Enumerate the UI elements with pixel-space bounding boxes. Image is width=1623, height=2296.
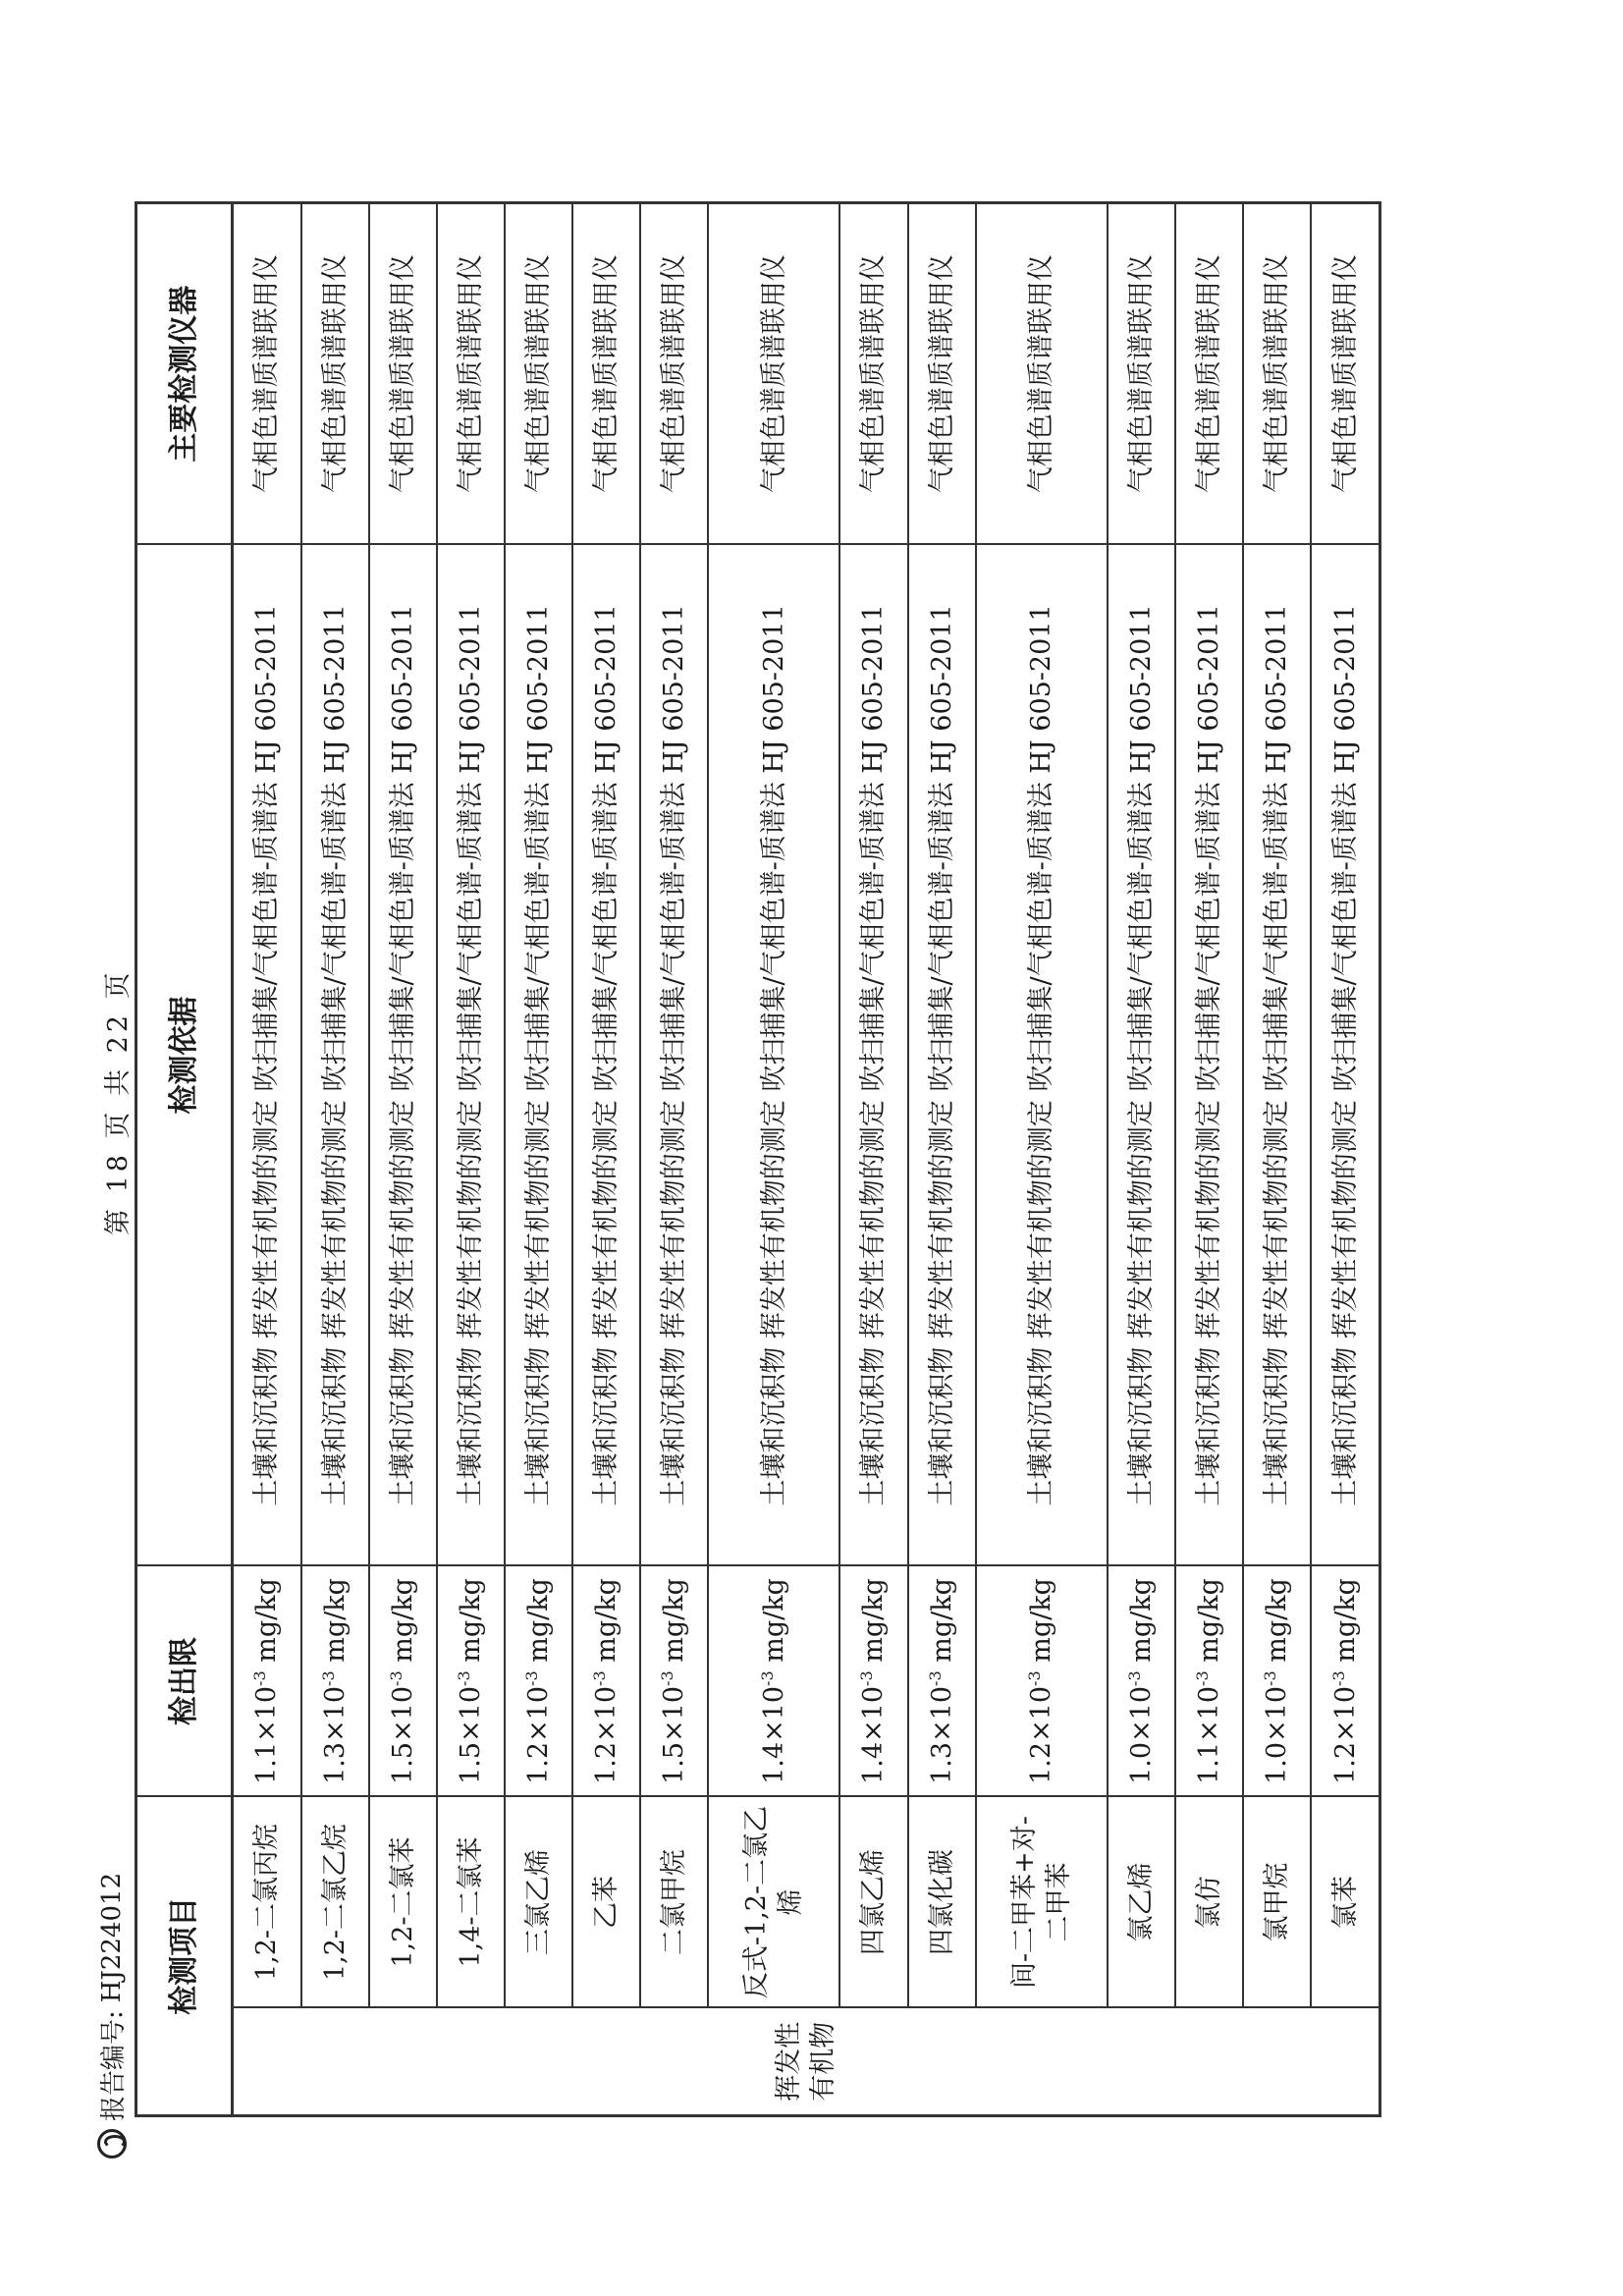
- limit-base: 1.3×10: [926, 1685, 957, 1784]
- header-basis: 检测依据: [136, 545, 233, 1566]
- limit-base: 1.3×10: [319, 1685, 351, 1784]
- limit-cell: [839, 1566, 907, 1797]
- limit-cell: [301, 1566, 369, 1797]
- item-cell: 1,4-二氯苯: [437, 1797, 505, 2008]
- limit-base: 1.5×10: [455, 1685, 486, 1784]
- limit-cell: [1108, 1566, 1175, 1797]
- limit-unit: mg/kg: [1262, 1578, 1293, 1671]
- limit-base: 1.2×10: [590, 1685, 622, 1784]
- basis-cell: 土壤和沉积物 挥发性有机物的测定 吹扫捕集/气相色谱-质谱法 HJ 605-2011: [908, 545, 976, 1566]
- limit-exponent: -3: [318, 1670, 338, 1686]
- limit-unit: mg/kg: [1026, 1578, 1057, 1671]
- table-row: [505, 203, 572, 2116]
- instrument-cell: 气相色谱质谱联用仪: [908, 203, 976, 545]
- limit-unit: mg/kg: [1329, 1578, 1361, 1671]
- instrument-cell: 气相色谱质谱联用仪: [1108, 203, 1175, 545]
- instrument-cell: 气相色谱质谱联用仪: [708, 203, 839, 545]
- limit-base: 1.0×10: [1126, 1685, 1158, 1784]
- limit-cell: [233, 1566, 301, 1797]
- limit-cell: [437, 1566, 505, 1797]
- table-row: [640, 203, 708, 2116]
- basis-cell: 土壤和沉积物 挥发性有机物的测定 吹扫捕集/气相色谱-质谱法 HJ 605-2011: [572, 545, 640, 1566]
- limit-unit: mg/kg: [387, 1578, 418, 1671]
- limit-base: 1.0×10: [1262, 1685, 1293, 1784]
- limit-unit: mg/kg: [926, 1578, 957, 1671]
- limit-unit: mg/kg: [590, 1578, 622, 1671]
- limit-exponent: -3: [1125, 1670, 1145, 1686]
- limit-exponent: -3: [521, 1670, 541, 1686]
- instrument-cell: 气相色谱质谱联用仪: [1311, 203, 1380, 545]
- instrument-cell: 气相色谱质谱联用仪: [233, 203, 301, 545]
- limit-exponent: -3: [657, 1670, 676, 1686]
- header-instrument: 主要检测仪器: [136, 203, 233, 545]
- limit-unit: mg/kg: [522, 1578, 554, 1671]
- limit-exponent: -3: [1025, 1670, 1045, 1686]
- limit-base: 1.1×10: [251, 1685, 283, 1784]
- limit-unit: mg/kg: [1126, 1578, 1158, 1671]
- limit-unit: mg/kg: [455, 1578, 486, 1671]
- report-header: [93, 1873, 130, 2159]
- limit-base: 1.2×10: [522, 1685, 554, 1784]
- category-cell: 挥发性有机物: [233, 2008, 1380, 2116]
- instrument-cell: 气相色谱质谱联用仪: [505, 203, 572, 545]
- limit-exponent: -3: [386, 1670, 406, 1686]
- item-cell: 1,2-二氯苯: [369, 1797, 437, 2008]
- item-cell: 氯苯: [1311, 1797, 1380, 2008]
- limit-cell: [505, 1566, 572, 1797]
- basis-cell: 土壤和沉积物 挥发性有机物的测定 吹扫捕集/气相色谱-质谱法 HJ 605-2011: [505, 545, 572, 1566]
- item-cell: 三氯乙烯: [505, 1797, 572, 2008]
- item-cell: 四氯化碳: [908, 1797, 976, 2008]
- basis-cell: 土壤和沉积物 挥发性有机物的测定 吹扫捕集/气相色谱-质谱法 HJ 605-2011: [839, 545, 907, 1566]
- item-cell: 氯甲烷: [1243, 1797, 1311, 2008]
- table-row: [976, 203, 1108, 2116]
- item-cell: 1,2-二氯乙烷: [301, 1797, 369, 2008]
- limit-cell: [908, 1566, 976, 1797]
- limit-exponent: -3: [857, 1670, 877, 1686]
- detection-method-table: [135, 201, 1381, 2117]
- limit-cell: [708, 1566, 839, 1797]
- limit-unit: mg/kg: [1194, 1578, 1225, 1671]
- item-cell: 乙苯: [572, 1797, 640, 2008]
- table-row: [1311, 203, 1380, 2116]
- limit-exponent: -3: [1193, 1670, 1213, 1686]
- instrument-cell: 气相色谱质谱联用仪: [640, 203, 708, 545]
- limit-base: 1.2×10: [1026, 1685, 1057, 1784]
- item-cell: 间-二甲苯+对-二甲苯: [976, 1797, 1108, 2008]
- limit-cell: [1243, 1566, 1311, 1797]
- instrument-cell: 气相色谱质谱联用仪: [839, 203, 907, 545]
- limit-cell: [640, 1566, 708, 1797]
- item-cell: 氯仿: [1175, 1797, 1243, 2008]
- limit-exponent: -3: [757, 1670, 777, 1686]
- instrument-cell: 气相色谱质谱联用仪: [437, 203, 505, 545]
- table-row: [572, 203, 640, 2116]
- limit-base: 1.2×10: [1329, 1685, 1361, 1784]
- limit-unit: mg/kg: [251, 1578, 283, 1671]
- limit-cell: [1311, 1566, 1380, 1797]
- limit-base: 1.1×10: [1194, 1685, 1225, 1784]
- item-cell: 二氯甲烷: [640, 1797, 708, 2008]
- basis-cell: 土壤和沉积物 挥发性有机物的测定 吹扫捕集/气相色谱-质谱法 HJ 605-2011: [233, 545, 301, 1566]
- basis-cell: 土壤和沉积物 挥发性有机物的测定 吹扫捕集/气相色谱-质谱法 HJ 605-2011: [976, 545, 1108, 1566]
- instrument-cell: 气相色谱质谱联用仪: [976, 203, 1108, 545]
- limit-cell: [976, 1566, 1108, 1797]
- page-number: 第 18 页 共 22 页: [103, 968, 134, 1235]
- table-row: [369, 203, 437, 2116]
- table-row: [301, 203, 369, 2116]
- limit-exponent: -3: [454, 1670, 473, 1686]
- table-row: [708, 203, 839, 2116]
- limit-exponent: -3: [589, 1670, 609, 1686]
- company-logo-icon: [97, 2129, 127, 2159]
- limit-unit: mg/kg: [658, 1578, 689, 1671]
- basis-cell: 土壤和沉积物 挥发性有机物的测定 吹扫捕集/气相色谱-质谱法 HJ 605-2011: [640, 545, 708, 1566]
- table-row: [1175, 203, 1243, 2116]
- limit-base: 1.4×10: [758, 1685, 789, 1784]
- instrument-cell: 气相色谱质谱联用仪: [301, 203, 369, 545]
- limit-exponent: -3: [1328, 1670, 1348, 1686]
- instrument-cell: 气相色谱质谱联用仪: [1243, 203, 1311, 545]
- table-row: [1108, 203, 1175, 2116]
- limit-exponent: -3: [250, 1670, 270, 1686]
- limit-cell: [369, 1566, 437, 1797]
- basis-cell: 土壤和沉积物 挥发性有机物的测定 吹扫捕集/气相色谱-质谱法 HJ 605-2011: [1311, 545, 1380, 1566]
- table-row: [908, 203, 976, 2116]
- basis-cell: 土壤和沉积物 挥发性有机物的测定 吹扫捕集/气相色谱-质谱法 HJ 605-2011: [1243, 545, 1311, 1566]
- instrument-cell: 气相色谱质谱联用仪: [572, 203, 640, 545]
- limit-exponent: -3: [925, 1670, 945, 1686]
- limit-base: 1.5×10: [387, 1685, 418, 1784]
- table-row: [233, 203, 301, 2116]
- limit-unit: mg/kg: [858, 1578, 890, 1671]
- limit-cell: [572, 1566, 640, 1797]
- basis-cell: 土壤和沉积物 挥发性有机物的测定 吹扫捕集/气相色谱-质谱法 HJ 605-2011: [1175, 545, 1243, 1566]
- item-cell: 1,2-二氯丙烷: [233, 1797, 301, 2008]
- instrument-cell: 气相色谱质谱联用仪: [1175, 203, 1243, 545]
- limit-base: 1.4×10: [858, 1685, 890, 1784]
- instrument-cell: 气相色谱质谱联用仪: [369, 203, 437, 545]
- table-row: [839, 203, 907, 2116]
- item-cell: 氯乙烯: [1108, 1797, 1175, 2008]
- header-limit: 检出限: [136, 1566, 233, 1797]
- limit-base: 1.5×10: [658, 1685, 689, 1784]
- limit-unit: mg/kg: [758, 1578, 789, 1671]
- basis-cell: 土壤和沉积物 挥发性有机物的测定 吹扫捕集/气相色谱-质谱法 HJ 605-2011: [301, 545, 369, 1566]
- limit-unit: mg/kg: [319, 1578, 351, 1671]
- table-row: [437, 203, 505, 2116]
- limit-exponent: -3: [1261, 1670, 1280, 1686]
- table-header-row: [136, 203, 233, 2116]
- item-cell: 反式-1,2-二氯乙烯: [708, 1797, 839, 2008]
- limit-cell: [1175, 1566, 1243, 1797]
- basis-cell: 土壤和沉积物 挥发性有机物的测定 吹扫捕集/气相色谱-质谱法 HJ 605-2011: [1108, 545, 1175, 1566]
- basis-cell: 土壤和沉积物 挥发性有机物的测定 吹扫捕集/气相色谱-质谱法 HJ 605-2011: [437, 545, 505, 1566]
- header-item: 检测项目: [136, 1797, 233, 2116]
- item-cell: 四氯乙烯: [839, 1797, 907, 2008]
- basis-cell: 土壤和沉积物 挥发性有机物的测定 吹扫捕集/气相色谱-质谱法 HJ 605-2011: [369, 545, 437, 1566]
- report-number: HJ224012: [96, 1872, 127, 2003]
- basis-cell: 土壤和沉积物 挥发性有机物的测定 吹扫捕集/气相色谱-质谱法 HJ 605-2011: [708, 545, 839, 1566]
- report-number-label: 报告编号:: [99, 2010, 129, 2121]
- table-row: [1243, 203, 1311, 2116]
